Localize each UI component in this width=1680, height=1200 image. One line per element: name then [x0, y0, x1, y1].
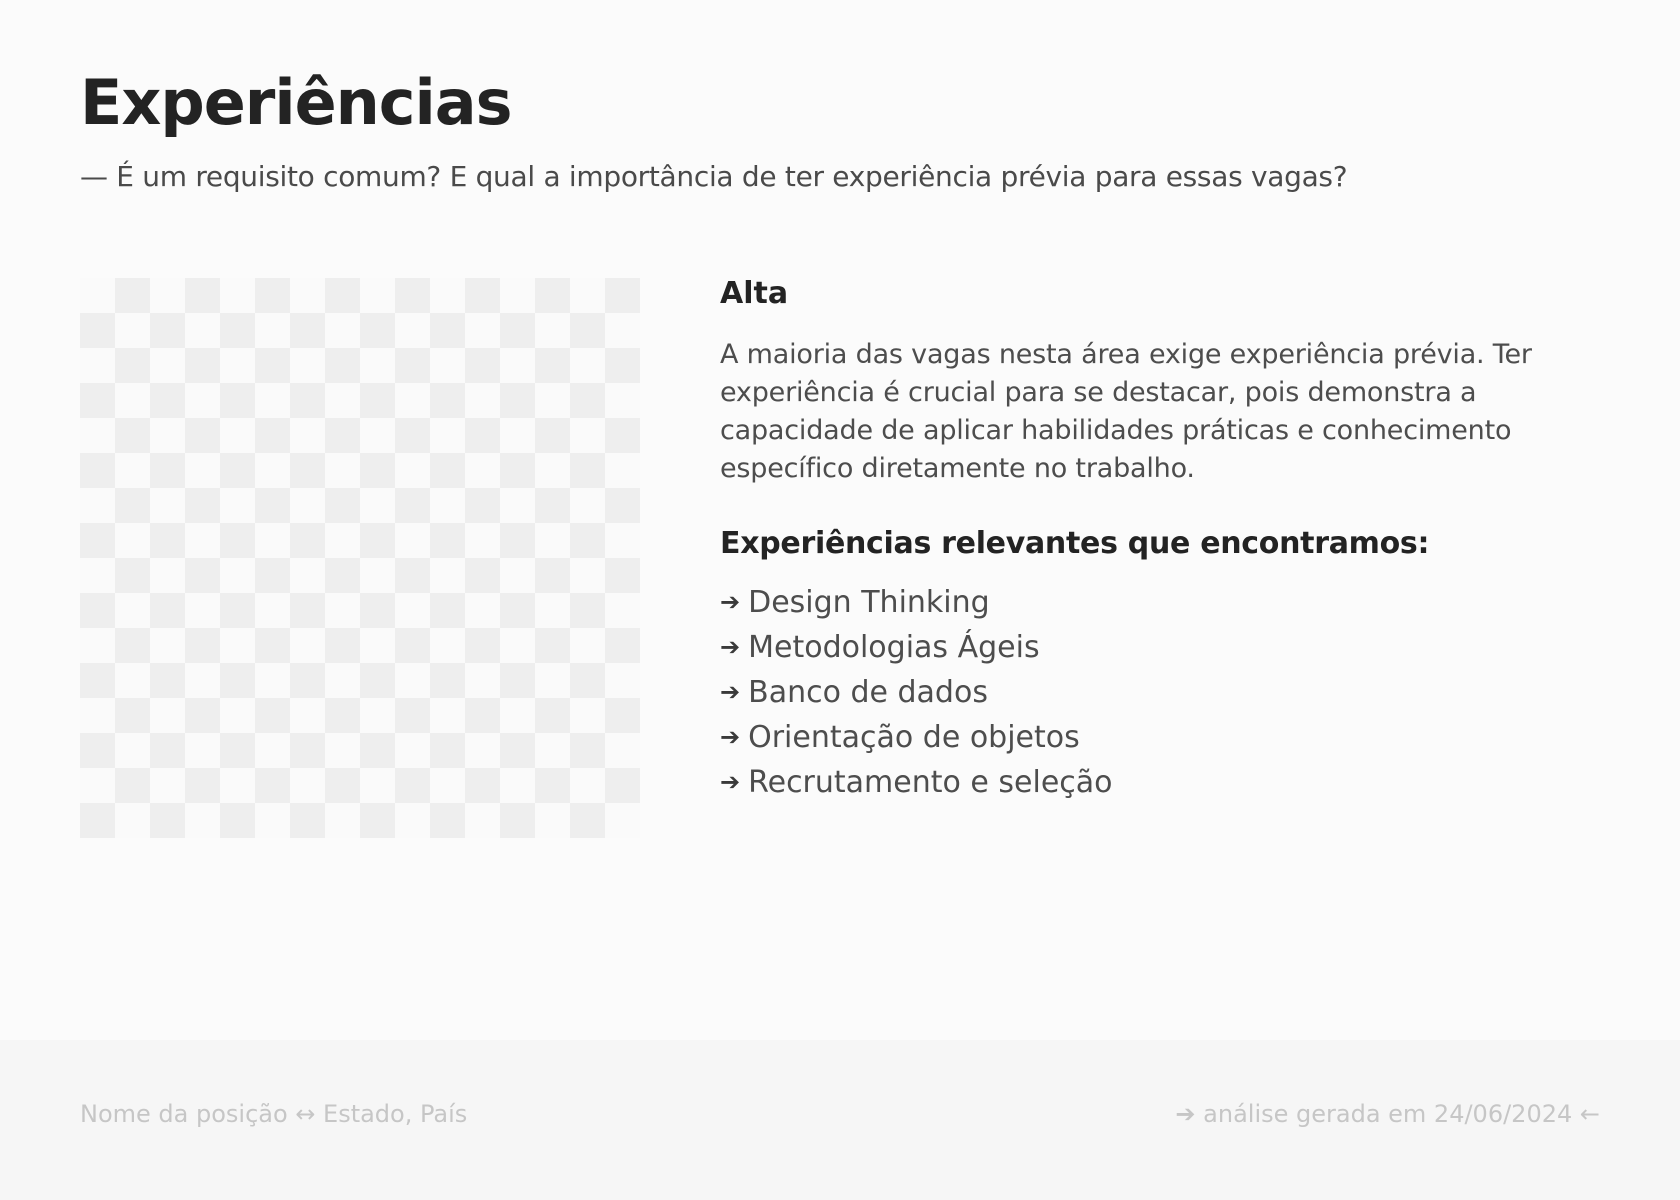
image-placeholder	[80, 278, 640, 838]
arrow-right-icon: ➔	[720, 678, 741, 706]
footer	[0, 1040, 1680, 1200]
list-item	[720, 760, 1600, 805]
experience-list-heading: Experiências relevantes que encontramos:	[720, 526, 1430, 561]
list-item-label: Design Thinking	[748, 585, 990, 620]
list-item-label: Metodologias Ágeis	[748, 630, 1040, 665]
list-item	[720, 580, 1600, 625]
list-item-label: Recrutamento e seleção	[748, 765, 1113, 800]
requirement-level: Alta	[720, 276, 789, 311]
page-subtitle: — É um requisito comum? E qual a importância de ter experiência prévia para essas vagas?	[80, 160, 1348, 193]
experience-list	[720, 580, 1600, 805]
arrow-right-icon: ➔	[720, 588, 741, 616]
page-title: Experiências	[80, 66, 512, 139]
list-item	[720, 715, 1600, 760]
list-item	[720, 670, 1600, 715]
experience-content	[720, 272, 1600, 805]
requirement-description: A maioria das vagas nesta área exige experiência prévia. Ter experiência é crucial para se destacar, pois demonstra a capacidade de aplicar habilidades práticas e conhecimento específico diretamente no trabalho.	[720, 339, 1532, 484]
arrow-right-icon: ➔	[720, 723, 741, 751]
footer-position-location: Nome da posição ↔ Estado, País	[80, 1100, 468, 1128]
footer-generated-date: ➔ análise gerada em 24/06/2024 ←	[1175, 1100, 1600, 1128]
list-item	[720, 625, 1600, 670]
list-item-label: Banco de dados	[748, 675, 988, 710]
arrow-right-icon: ➔	[720, 768, 741, 796]
arrow-right-icon: ➔	[720, 633, 741, 661]
list-item-label: Orientação de objetos	[748, 720, 1080, 755]
